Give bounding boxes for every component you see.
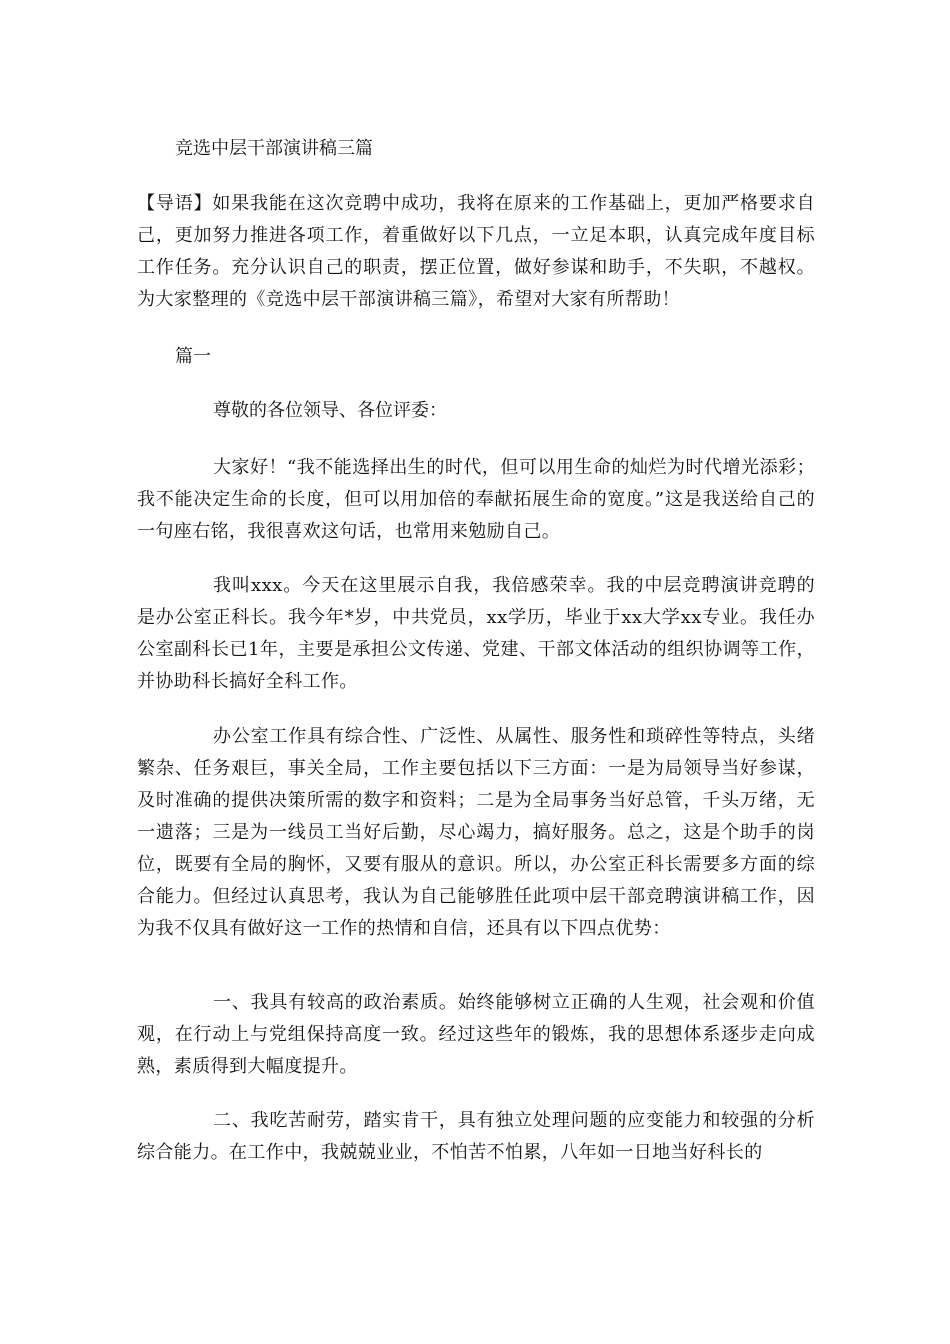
document-title: 竞选中层干部演讲稿三篇 [175, 138, 373, 159]
intro-paragraph: 【导语】如果我能在这次竞聘中成功，我将在原来的工作基础上，更加严格要求自己，更加努力推进各项工作，着重做好以下几点，一立足本职，认真完成年度目标工作任务。充分认识自己的职责，摆正位置，做好参谋和助手，不失职，不越权。为大家整理的《竞选中层干部演讲稿三篇》，希望对大家有所帮助！ [137, 193, 815, 310]
salutation: 尊敬的各位领导、各位评委： [213, 400, 447, 421]
body-paragraph-4: 一、我具有较高的政治素质。始终能够树立正确的人生观，社会观和价值观，在行动上与党组保持高度一致。经过这些年的锻炼，我的思想体系逐步走向成熟，素质得到大幅度提升。 [137, 992, 815, 1077]
body-paragraph-3: 办公室工作具有综合性、广泛性、从属性、服务性和琐碎性等特点，头绪繁杂、任务艰巨，事关全局，工作主要包括以下三方面：一是为局领导当好参谋，及时准确的提供决策所需的数字和资料；二是为全局事务当好总管，千头万绪，无一遗落；三是为一线员工当好后勤，尽心竭力，搞好服务。总之，这是个助手的岗位，既要有全局的胸怀，又要有服从的意识。所以，办公室正科长需要多方面的综合能力。但经过认真思考，我认为自己能够胜任此项中层干部竞聘演讲稿工作，因为我不仅具有做好这一工作的热情和自信，还具有以下四点优势： [137, 726, 815, 939]
body-paragraph-5: 二、我吃苦耐劳，踏实肯干，具有独立处理问题的应变能力和较强的分析综合能力。在工作中，我兢兢业业，不怕苦不怕累，八年如一日地当好科长的 [137, 1110, 815, 1163]
body-paragraph-1: 大家好！“我不能选择出生的时代，但可以用生命的灿烂为时代增光添彩；我不能决定生命的长度，但可以用加倍的奉献拓展生命的宽度。”这是我送给自己的一句座右铭，我很喜欢这句话，也常用来勉励自己。 [137, 457, 815, 542]
body-paragraph-2: 我叫xxx。今天在这里展示自我，我倍感荣幸。我的中层竞聘演讲竞聘的是办公室正科长。我今年*岁，中共党员，xx学历，毕业于xx大学xx专业。我任办公室副科长已1年，主要是承担公文传递、党建、干部文体活动的组织协调等工作，并协助科长搞好全科工作。 [137, 575, 815, 692]
section-label: 篇一 [175, 346, 211, 367]
